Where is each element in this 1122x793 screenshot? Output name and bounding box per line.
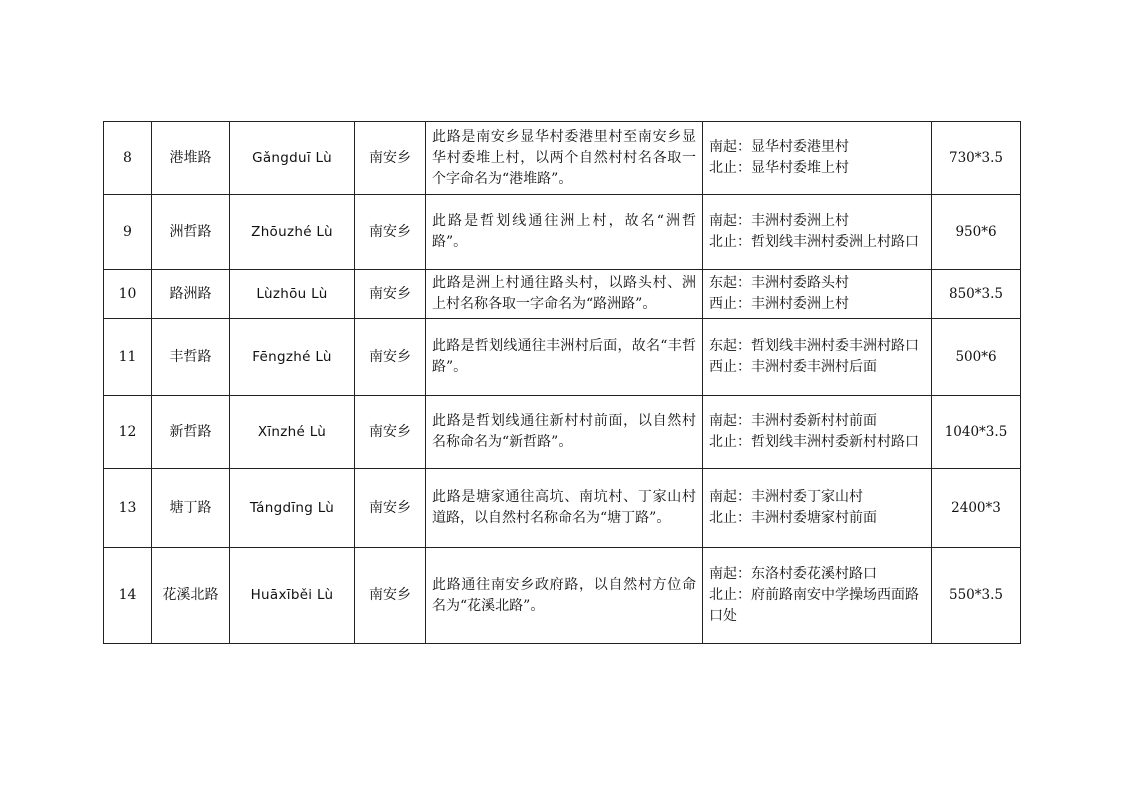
road-dimensions: 950*6: [932, 195, 1021, 270]
table-row: [104, 469, 1021, 548]
road-start: 南起：丰洲村委新村村前面: [709, 413, 877, 429]
township: 南安乡: [355, 195, 426, 270]
road-start: 南起：显华村委港里村: [709, 139, 849, 155]
township: 南安乡: [355, 396, 426, 469]
road-dimensions: 730*3.5: [932, 122, 1021, 195]
road-endpoints: [703, 548, 932, 644]
road-name: 港堆路: [152, 122, 230, 195]
naming-reason: 此路是哲划线通往丰洲村后面，故名“丰哲路”。: [426, 319, 703, 396]
road-start: 南起：丰洲村委丁家山村: [709, 489, 863, 505]
road-endpoints: [703, 469, 932, 548]
road-end: 北止：丰洲村委塘家村前面: [709, 510, 877, 526]
road-dimensions: 2400*3: [932, 469, 1021, 548]
township: 南安乡: [355, 122, 426, 195]
road-name: 路洲路: [152, 270, 230, 319]
road-name: 洲哲路: [152, 195, 230, 270]
road-start: 南起：丰洲村委洲上村: [709, 213, 849, 229]
naming-reason: 此路是哲划线通往新村村前面，以自然村名称命名为“新哲路”。: [426, 396, 703, 469]
road-endpoints: [703, 270, 932, 319]
row-number: 12: [104, 396, 152, 469]
road-end: 北止：哲划线丰洲村委新村村路口: [709, 434, 919, 450]
table-row: [104, 122, 1021, 195]
road-dimensions: 500*6: [932, 319, 1021, 396]
road-pinyin: Gǎngduī Lù: [230, 122, 355, 195]
table-row: [104, 195, 1021, 270]
road-pinyin: Tángdīng Lù: [230, 469, 355, 548]
road-endpoints: [703, 122, 932, 195]
road-pinyin: Zhōuzhé Lù: [230, 195, 355, 270]
table-row: [104, 396, 1021, 469]
naming-reason: 此路是南安乡显华村委港里村至南安乡显华村委堆上村，以两个自然村村名各取一个字命名为“港堆路”。: [426, 122, 703, 195]
road-start: 东起：丰洲村委路头村: [709, 275, 849, 291]
road-end: 西止：丰洲村委洲上村: [709, 296, 849, 312]
row-number: 13: [104, 469, 152, 548]
township: 南安乡: [355, 270, 426, 319]
table-row: [104, 548, 1021, 644]
road-end: 北止：哲划线丰洲村委洲上村路口: [709, 234, 919, 250]
road-dimensions: 850*3.5: [932, 270, 1021, 319]
road-dimensions: 1040*3.5: [932, 396, 1021, 469]
road-end: 西止：丰洲村委丰洲村后面: [709, 359, 877, 375]
road-name: 新哲路: [152, 396, 230, 469]
road-pinyin: Lùzhōu Lù: [230, 270, 355, 319]
road-pinyin: Fēngzhé Lù: [230, 319, 355, 396]
road-endpoints: [703, 195, 932, 270]
naming-reason: 此路是洲上村通往路头村，以路头村、洲上村名称各取一字命名为“路洲路”。: [426, 270, 703, 319]
road-end: 北止：显华村委堆上村: [709, 160, 849, 176]
road-pinyin: Xīnzhé Lù: [230, 396, 355, 469]
table-row: [104, 319, 1021, 396]
row-number: 8: [104, 122, 152, 195]
road-name: 塘丁路: [152, 469, 230, 548]
township: 南安乡: [355, 548, 426, 644]
road-dimensions: 550*3.5: [932, 548, 1021, 644]
road-endpoints: [703, 396, 932, 469]
row-number: 9: [104, 195, 152, 270]
naming-reason: 此路是塘家通往高坑、南坑村、丁家山村道路，以自然村名称命名为“塘丁路”。: [426, 469, 703, 548]
township: 南安乡: [355, 469, 426, 548]
road-endpoints: [703, 319, 932, 396]
table-row: [104, 270, 1021, 319]
road-start: 南起：东洛村委花溪村路口: [709, 566, 877, 582]
naming-reason: 此路通往南安乡政府路，以自然村方位命名为“花溪北路”。: [426, 548, 703, 644]
road-end: 北止：府前路南安中学操场西面路口处: [709, 587, 919, 624]
row-number: 11: [104, 319, 152, 396]
row-number: 14: [104, 548, 152, 644]
road-name: 花溪北路: [152, 548, 230, 644]
road-start: 东起：哲划线丰洲村委丰洲村路口: [709, 338, 919, 354]
road-naming-table: [103, 121, 1021, 644]
row-number: 10: [104, 270, 152, 319]
naming-reason: 此路是哲划线通往洲上村，故名“洲哲路”。: [426, 195, 703, 270]
road-name: 丰哲路: [152, 319, 230, 396]
township: 南安乡: [355, 319, 426, 396]
road-pinyin: Huāxīběi Lù: [230, 548, 355, 644]
